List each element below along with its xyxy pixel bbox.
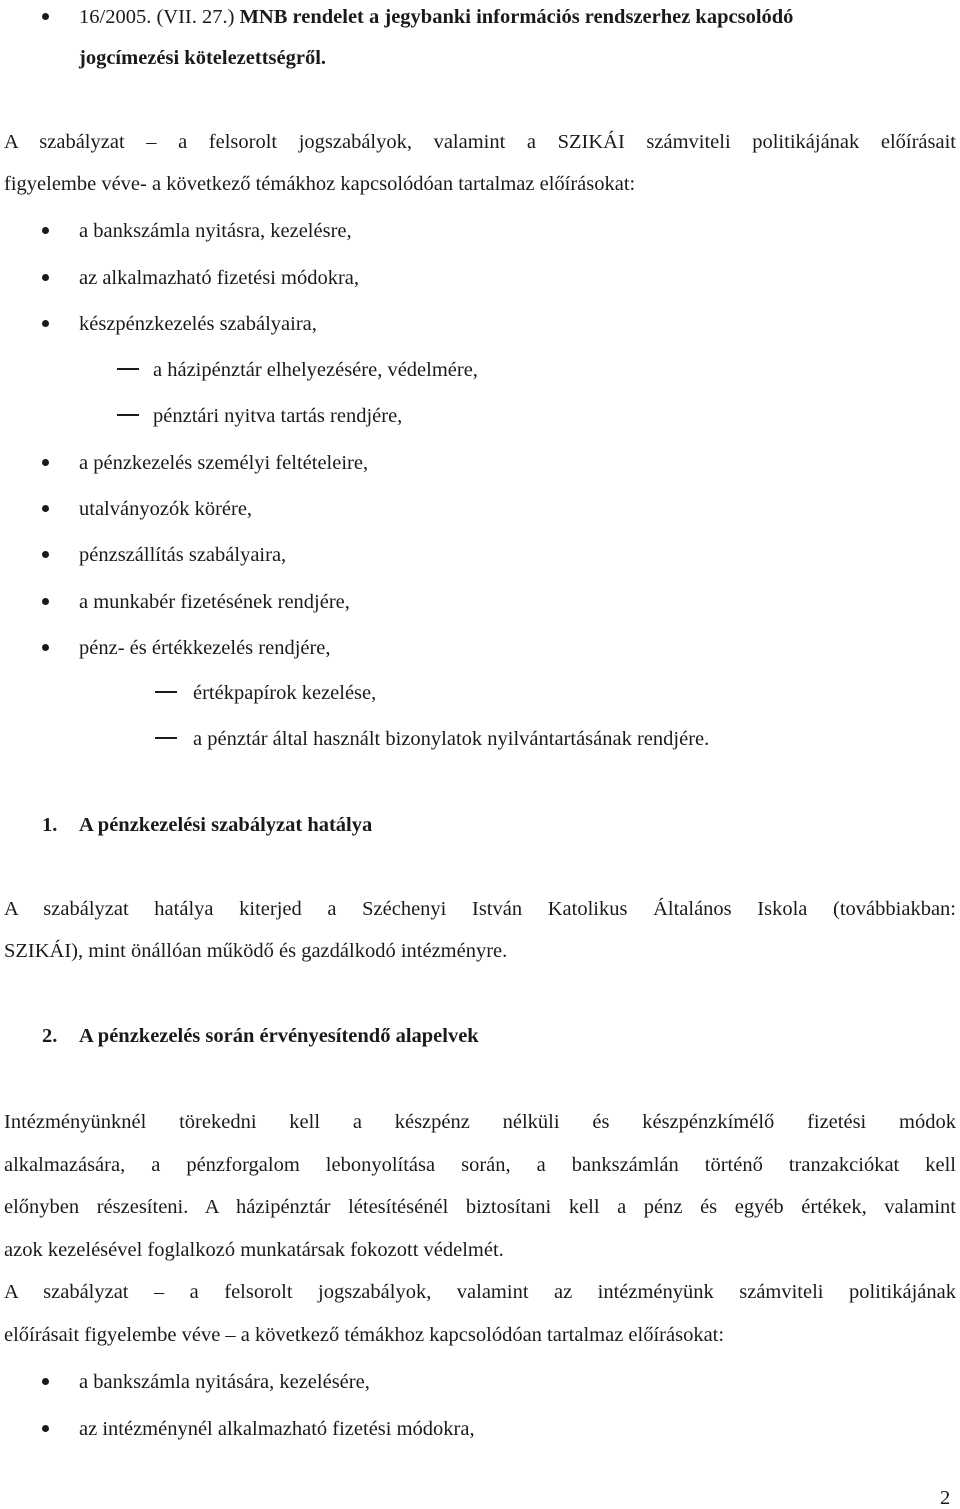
section-heading: A pénzkezelés során érvényesítendő alapelvek <box>79 1025 479 1047</box>
sublist-dash <box>155 691 177 693</box>
sublist-dash <box>155 737 177 739</box>
list-bullet <box>42 598 49 605</box>
list-item: utalványozók körére, <box>79 498 253 520</box>
list-bullet <box>42 459 49 466</box>
list-bullet <box>42 1378 49 1385</box>
sublist-dash <box>117 368 139 370</box>
regulation-prefix: 16/2005. (VII. 27.) <box>79 6 240 28</box>
section-heading: A pénzkezelési szabályzat hatálya <box>79 814 373 836</box>
paragraph-line: alkalmazására, a pénzforgalom lebonyolítása során, a bankszámlán történő tranzakciókat kell <box>4 1154 956 1176</box>
regulation-title-cont: jogcímezési kötelezettségről. <box>79 47 327 69</box>
list-item: a bankszámla nyitásra, kezelésre, <box>79 220 352 242</box>
regulation-line <box>79 7 793 28</box>
sublist-item: a házipénztár elhelyezésére, védelmére, <box>153 359 478 381</box>
paragraph-line: figyelembe véve- a következő témákhoz kapcsolódóan tartalmaz előírásokat: <box>4 173 636 195</box>
list-bullet <box>42 320 49 327</box>
sublist-item: értékpapírok kezelése, <box>193 682 377 704</box>
page-number: 2 <box>940 1487 951 1509</box>
paragraph-line: SZIKÁI), mint önállóan működő és gazdálkodó intézményre. <box>4 940 508 962</box>
list-bullet <box>42 274 49 281</box>
list-bullet <box>42 551 49 558</box>
list-item: pénzszállítás szabályaira, <box>79 544 287 566</box>
list-item: a bankszámla nyitására, kezelésére, <box>79 1371 370 1393</box>
list-bullet <box>42 505 49 512</box>
paragraph-line: előnyben részesíteni. A házipénztár létesítésénél biztosítani kell a pénz és egyéb értékek, valamint <box>4 1196 956 1218</box>
list-item: a pénzkezelés személyi feltételeire, <box>79 452 369 474</box>
list-bullet <box>42 13 49 20</box>
list-item: pénz- és értékkezelés rendjére, <box>79 637 331 659</box>
sublist-item: a pénztár által használt bizonylatok nyilvántartásának rendjére. <box>193 728 710 750</box>
paragraph-line: Intézményünknél törekedni kell a készpénz nélküli és készpénzkímélő fizetési módok <box>4 1111 956 1133</box>
paragraph-line: A szabályzat – a felsorolt jogszabályok, valamint a SZIKÁI számviteli politikájának előírásait <box>4 131 956 153</box>
sublist-dash <box>117 414 139 416</box>
list-item: a munkabér fizetésének rendjére, <box>79 591 350 613</box>
paragraph-line: azok kezelésével foglalkozó munkatársak fokozott védelmét. <box>4 1239 504 1261</box>
regulation-title: MNB rendelet a jegybanki információs rendszerhez kapcsolódó <box>239 6 794 28</box>
section-number: 1. <box>42 814 58 836</box>
list-item: az intézménynél alkalmazható fizetési módokra, <box>79 1418 475 1440</box>
list-item: az alkalmazható fizetési módokra, <box>79 267 360 289</box>
list-item: készpénzkezelés szabályaira, <box>79 313 317 335</box>
list-bullet <box>42 1425 49 1432</box>
sublist-item: pénztári nyitva tartás rendjére, <box>153 405 403 427</box>
paragraph-line: A szabályzat – a felsorolt jogszabályok, valamint az intézményünk számviteli politikájának <box>4 1281 956 1303</box>
paragraph-line: előírásait figyelembe véve – a következő témákhoz kapcsolódóan tartalmaz előírásokat: <box>4 1324 725 1346</box>
paragraph-line: A szabályzat hatálya kiterjed a Széchenyi István Katolikus Általános Iskola (továbbiakban: <box>4 898 956 920</box>
list-bullet <box>42 227 49 234</box>
section-number: 2. <box>42 1025 58 1047</box>
list-bullet <box>42 644 49 651</box>
